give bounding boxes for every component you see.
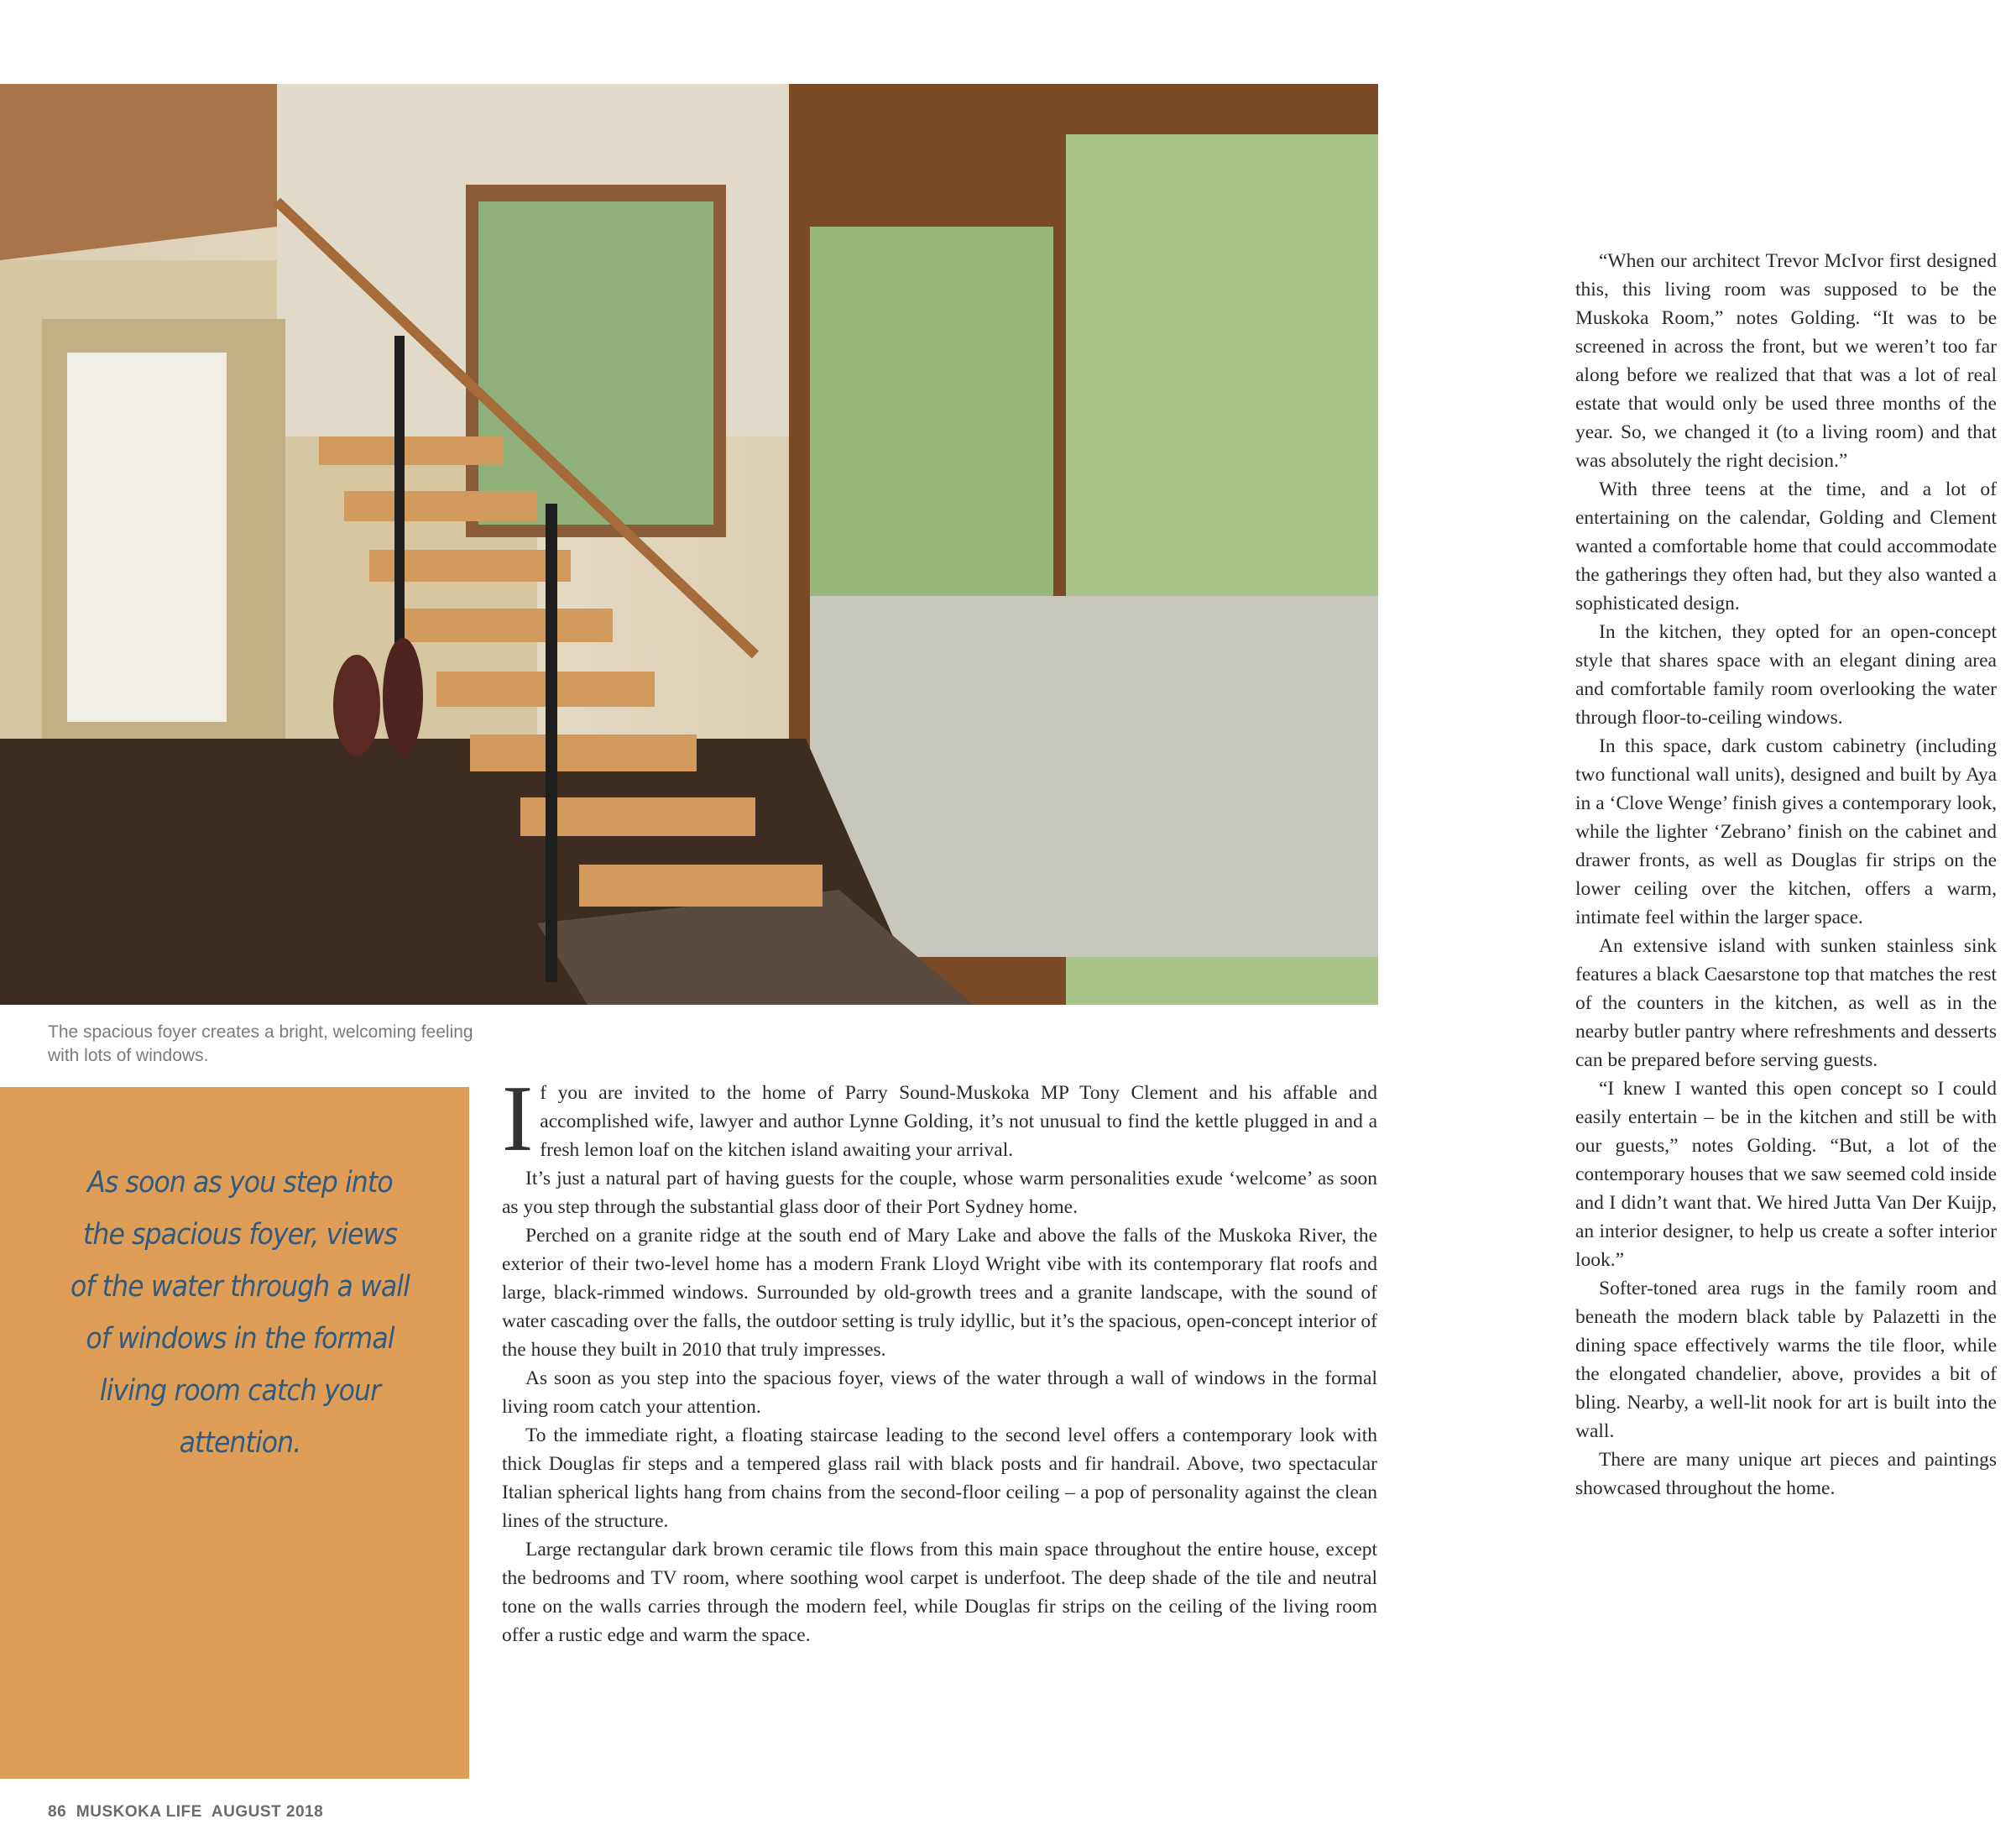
article-paragraph: An extensive island with sunken stainless sink features a black Caesarstone top that matches the rest of the counters in the kitchen, as well as in the nearby butler pantry where refreshments and desserts can be prepared before serving guests.	[1575, 935, 1997, 1071]
foyer-illustration	[0, 84, 1378, 1005]
page-footer	[48, 1803, 328, 1822]
article-paragraph: It’s just a natural part of having guests for the couple, whose warm personalities exude ‘welcome’ as soon as you step through the substantial glass door of their Port Sydney home.	[502, 1168, 1377, 1218]
article-paragraph: There are many unique art pieces and paintings showcased throughout the home.	[1575, 1449, 1997, 1499]
main-article-column	[502, 1067, 1377, 1649]
article-paragraph: “When our architect Trevor McIvor first designed this, this living room was supposed to be the Muskoka Room,” notes Golding. “It was to be screened in across the front, but we weren’t too far along before we realized that that was a lot of real estate that would only be used three months of the year. So, we changed it (to a living room) and that was absolutely the right decision.”	[1575, 250, 1997, 472]
article-paragraph: Perched on a granite ridge at the south end of Mary Lake and above the falls of the Muskoka River, the exterior of their two-level home has a modern Frank Lloyd Wright vibe with its contemporary flat roofs and large, black-rimmed windows. Surrounded by old-growth trees and a granite landscape, with the sound of water cascading over the falls, the outdoor setting is truly idyllic, but it’s the spacious, open-concept interior of the house they built in 2010 that truly impresses.	[502, 1225, 1377, 1361]
article-paragraph: In this space, dark custom cabinetry (including two functional wall units), designed and built by Aya in a ‘Clove Wenge’ finish gives a contemporary look, while the lighter ‘Zebrano’ finish on the cabinet and drawer fronts, as well as Douglas fir strips on the lower ceiling over the kitchen, offers a warm, intimate feel within the larger space.	[1575, 735, 1997, 928]
article-paragraph: To the immediate right, a floating staircase leading to the second level offers a contemporary look with thick Douglas fir steps and a tempered glass rail with black posts and fir handrail. Above, two spectacular Italian spherical lights hang from chains from the second-floor ceiling – a pop of personality against the clean lines of the structure.	[502, 1424, 1377, 1532]
article-paragraph: Large rectangular dark brown ceramic tile flows from this main space throughout the entire house, except the bedrooms and TV room, where soothing wool carpet is underfoot. The deep shade of the tile and neutral tone on the walls carries through the modern feel, while Douglas fir strips on the ceiling of the living room offer a rustic edge and warm the space.	[502, 1539, 1377, 1646]
article-paragraph: With three teens at the time, and a lot of entertaining on the calendar, Golding and Clement wanted a comfortable home that could accommodate the gatherings they often had, but they also wanted a sophisticated design.	[1575, 478, 1997, 614]
article-paragraph: “I knew I wanted this open concept so I could easily entertain – be in the kitchen and still be with our guests,” notes Golding. “But, a lot of the contemporary houses that we saw seemed cold inside and I didn’t want that. We hired Jutta Van Der Kuijp, an interior designer, to help us create a softer interior look.”	[1575, 1078, 1997, 1271]
page-number: 86	[48, 1803, 67, 1821]
article-paragraph: In the kitchen, they opted for an open-concept style that shares space with an elegant dining area and comfortable family room overlooking the water through floor-to-ceiling windows.	[1575, 621, 1997, 729]
article-paragraph: If you are invited to the home of Parry Sound-Muskoka MP Tony Clement and his affable and accomplished wife, lawyer and author Lynne Golding, it’s not unusual to find the kettle plugged in and a fresh lemon loaf on the kitchen island awaiting your arrival.	[502, 1067, 1377, 1171]
article-paragraph: Softer-toned area rugs in the family room and beneath the modern black table by Palazetti in the dining space effectively warms the tile floor, while the elongated chandelier, above, provides a bit of bling. Nearby, a well-lit nook for art is built into the wall.	[1575, 1278, 1997, 1442]
drop-cap: I	[502, 1067, 534, 1171]
article-paragraph: As soon as you step into the spacious foyer, views of the water through a wall of windows in the formal living room catch your attention.	[502, 1367, 1377, 1418]
right-article-column	[1575, 247, 1997, 1503]
publication-name: MUSKOKA LIFE	[76, 1803, 202, 1821]
photo-caption: The spacious foyer creates a bright, welcoming feeling with lots of windows.	[48, 1022, 473, 1065]
issue-date: AUGUST 2018	[211, 1803, 324, 1821]
foyer-photo	[0, 84, 1378, 1005]
pullquote: As soon as you step into the spacious foyer, views of the water through a wall of windows in the formal living room catch your attention.	[71, 1166, 410, 1460]
